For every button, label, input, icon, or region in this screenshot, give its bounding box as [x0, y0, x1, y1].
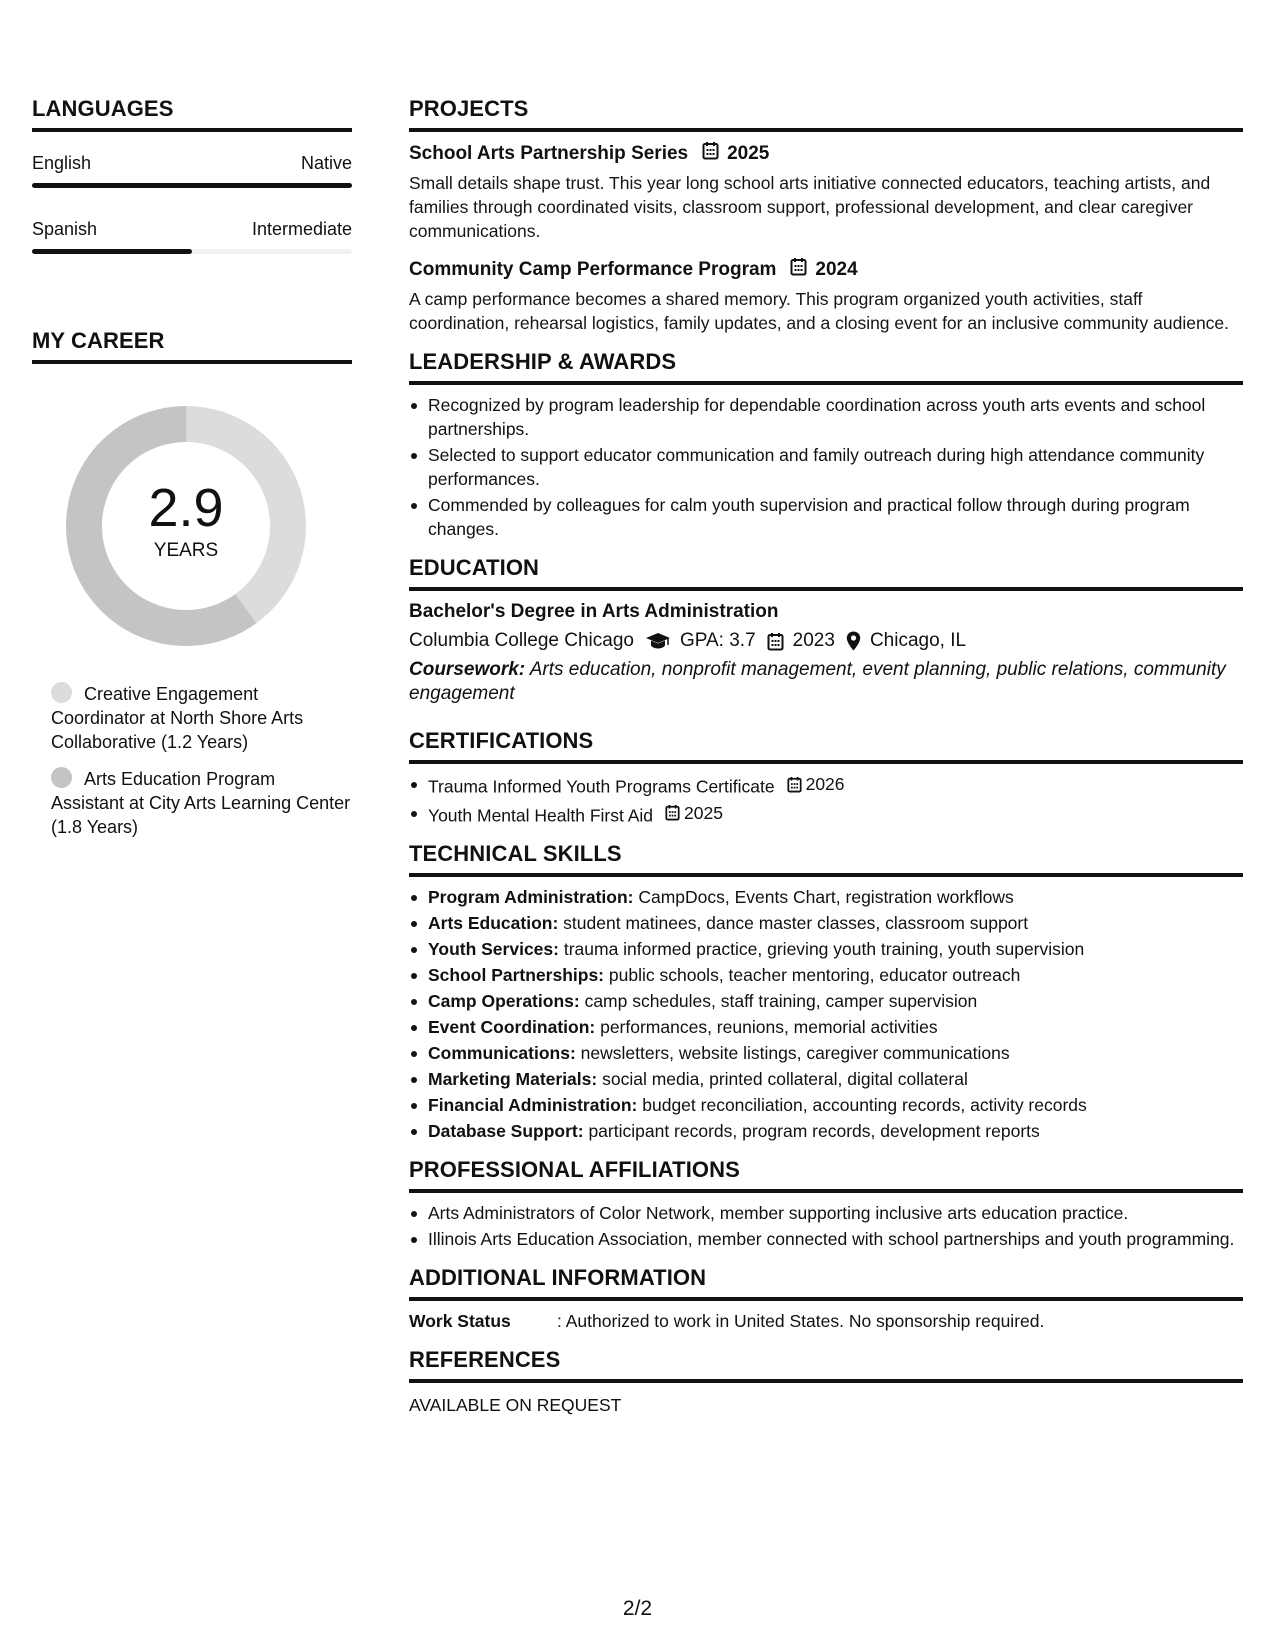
- skill-item: [409, 963, 1243, 987]
- language-level: Native: [300, 153, 352, 173]
- calendar-icon: [767, 632, 784, 651]
- project-name: Community Camp Performance Program: [409, 259, 777, 280]
- graduation-cap-icon: [645, 632, 671, 650]
- section-divider: [409, 128, 1243, 132]
- donut-center-label: [66, 478, 306, 562]
- skill-label: Camp Operations:: [428, 991, 580, 1011]
- coursework-text: Arts education, nonprofit management, event planning, public relations, community engagement: [409, 659, 1226, 704]
- work-status-value: : Authorized to work in United States. No sponsorship required.: [557, 1311, 1045, 1331]
- project-item: [409, 141, 1243, 243]
- gpa: GPA: 3.7: [679, 630, 756, 651]
- skill-item: [409, 989, 1243, 1013]
- language-proficiency-fill: [32, 183, 352, 188]
- additional-info-heading: ADDITIONAL INFORMATION: [409, 1265, 707, 1290]
- language-name: English: [32, 153, 92, 173]
- career-legend: [32, 682, 352, 839]
- project-year: 2025: [727, 143, 770, 164]
- education-section: [409, 555, 1243, 706]
- school-location: Chicago, IL: [869, 630, 967, 651]
- leadership-list: [409, 393, 1243, 541]
- list-item: [409, 801, 1243, 828]
- legend-label: Arts Education Program Assistant at City Arts Learning Center (1.8 Years): [51, 769, 351, 837]
- skill-value: budget reconciliation, accounting records, activity records: [642, 1095, 1087, 1115]
- skill-label: School Partnerships:: [428, 965, 605, 985]
- languages-section: [32, 96, 352, 254]
- language-item: [32, 218, 352, 254]
- coursework: [409, 658, 1243, 706]
- career-section: [32, 328, 352, 839]
- legend-dot-icon: [51, 682, 72, 703]
- page-number: 2/2: [622, 1597, 653, 1620]
- career-donut-chart: [66, 406, 306, 646]
- language-proficiency-fill: [32, 249, 192, 254]
- skill-label: Youth Services:: [428, 939, 559, 959]
- certification-date: [665, 801, 723, 825]
- skill-label: Financial Administration:: [428, 1095, 638, 1115]
- project-description: Small details shape trust. This year long school arts initiative connected educators, teaching artists, and families through coordinated visits, classroom support, professional development, and clear caregiver communications.: [409, 173, 1211, 241]
- skill-value: camp schedules, staff training, camper supervision: [584, 991, 978, 1011]
- affiliations-heading: PROFESSIONAL AFFILIATIONS: [409, 1157, 740, 1182]
- language-name: Spanish: [32, 219, 98, 239]
- calendar-icon: [790, 257, 807, 283]
- list-item: Arts Administrators of Color Network, member supporting inclusive arts education practice.: [409, 1201, 1243, 1225]
- career-legend-item: [51, 767, 352, 839]
- references-text: AVAILABLE ON REQUEST: [409, 1395, 622, 1415]
- coursework-label: Coursework:: [409, 659, 526, 680]
- left-column: [32, 96, 352, 852]
- list-item: [409, 772, 1243, 799]
- section-divider: [32, 360, 352, 364]
- skill-label: Event Coordination:: [428, 1017, 596, 1037]
- skill-value: performances, reunions, memorial activities: [600, 1017, 938, 1037]
- list-item: Illinois Arts Education Association, member connected with school partnerships and youth programming.: [409, 1227, 1243, 1251]
- languages-heading: LANGUAGES: [32, 96, 174, 121]
- skill-value: public schools, teacher mentoring, educator outreach: [608, 965, 1021, 985]
- legend-label: Creative Engagement Coordinator at North Shore Arts Collaborative (1.2 Years): [51, 684, 304, 752]
- list-item: Commended by colleagues for calm youth supervision and practical follow through during program changes.: [409, 493, 1243, 541]
- work-status-label: Work Status: [409, 1311, 511, 1331]
- language-level: Intermediate: [251, 219, 352, 239]
- calendar-icon: [702, 141, 719, 167]
- references-heading: REFERENCES: [409, 1347, 561, 1372]
- project-item: [409, 257, 1243, 335]
- calendar-icon: [665, 804, 680, 821]
- degree-title: Bachelor's Degree in Arts Administration: [409, 601, 779, 622]
- section-divider: [409, 587, 1243, 591]
- work-status-row: [409, 1309, 1243, 1333]
- section-divider: [409, 381, 1243, 385]
- location-pin-icon: [846, 631, 861, 651]
- skill-label: Program Administration:: [428, 887, 634, 907]
- certifications-list: [409, 772, 1243, 827]
- calendar-icon: [787, 776, 802, 793]
- skill-value: newsletters, website listings, caregiver communications: [580, 1043, 1010, 1063]
- section-divider: [409, 760, 1243, 764]
- skill-value: CampDocs, Events Chart, registration workflows: [638, 887, 1014, 907]
- skills-heading: TECHNICAL SKILLS: [409, 841, 622, 866]
- legend-dot-icon: [51, 767, 72, 788]
- certification-date: [787, 772, 845, 796]
- education-meta: [409, 628, 1243, 654]
- leadership-heading: LEADERSHIP & AWARDS: [409, 349, 677, 374]
- skill-label: Database Support:: [428, 1121, 584, 1141]
- certification-year: 2025: [684, 802, 723, 823]
- skill-label: Arts Education:: [428, 913, 559, 933]
- certifications-heading: CERTIFICATIONS: [409, 728, 594, 753]
- skill-label: Communications:: [428, 1043, 576, 1063]
- section-divider: [409, 1379, 1243, 1383]
- skill-item: [409, 1015, 1243, 1039]
- skill-item: [409, 911, 1243, 935]
- skill-item: [409, 1093, 1243, 1117]
- list-item: Recognized by program leadership for dependable coordination across youth arts events and school partnerships.: [409, 393, 1243, 441]
- language-proficiency-bar: [32, 249, 352, 254]
- section-divider: [409, 873, 1243, 877]
- skill-item: [409, 937, 1243, 961]
- career-total-unit: YEARS: [153, 540, 219, 561]
- graduation-year: 2023: [792, 630, 835, 651]
- career-heading: MY CAREER: [32, 328, 165, 353]
- career-total-years: 2.9: [148, 478, 224, 538]
- section-divider: [409, 1297, 1243, 1301]
- affiliations-section: [409, 1157, 1243, 1251]
- additional-info-section: [409, 1265, 1243, 1333]
- projects-section: [409, 96, 1243, 335]
- skill-item: [409, 885, 1243, 909]
- project-year: 2024: [815, 259, 858, 280]
- leadership-section: [409, 349, 1243, 541]
- education-heading: EDUCATION: [409, 555, 540, 580]
- skill-value: trauma informed practice, grieving youth training, youth supervision: [563, 939, 1085, 959]
- skill-value: participant records, program records, development reports: [588, 1121, 1040, 1141]
- right-column: [409, 96, 1243, 1431]
- language-proficiency-bar: [32, 183, 352, 188]
- language-item: [32, 152, 352, 188]
- certification-name: Trauma Informed Youth Programs Certificate: [428, 776, 775, 797]
- school-name: Columbia College Chicago: [409, 630, 634, 651]
- skill-item: [409, 1041, 1243, 1065]
- project-description: A camp performance becomes a shared memory. This program organized youth activities, staff coordination, rehearsal logistics, family updates, and a closing event for an inclusive community audience.: [409, 289, 1230, 333]
- projects-heading: PROJECTS: [409, 96, 529, 121]
- certifications-section: [409, 728, 1243, 827]
- references-section: [409, 1347, 1243, 1417]
- section-divider: [409, 1189, 1243, 1193]
- project-name: School Arts Partnership Series: [409, 143, 689, 164]
- skills-section: [409, 841, 1243, 1143]
- certification-year: 2026: [805, 774, 845, 794]
- skill-value: social media, printed collateral, digital collateral: [602, 1069, 968, 1089]
- skill-item: [409, 1119, 1243, 1143]
- skills-list: [409, 885, 1243, 1143]
- skill-item: [409, 1067, 1243, 1091]
- affiliations-list: [409, 1201, 1243, 1251]
- section-divider: [32, 128, 352, 132]
- skill-value: student matinees, dance master classes, classroom support: [563, 913, 1029, 933]
- certification-name: Youth Mental Health First Aid: [428, 805, 654, 825]
- career-legend-item: [51, 682, 352, 754]
- list-item: Selected to support educator communication and family outreach during high attendance community performances.: [409, 443, 1243, 491]
- skill-label: Marketing Materials:: [428, 1069, 598, 1089]
